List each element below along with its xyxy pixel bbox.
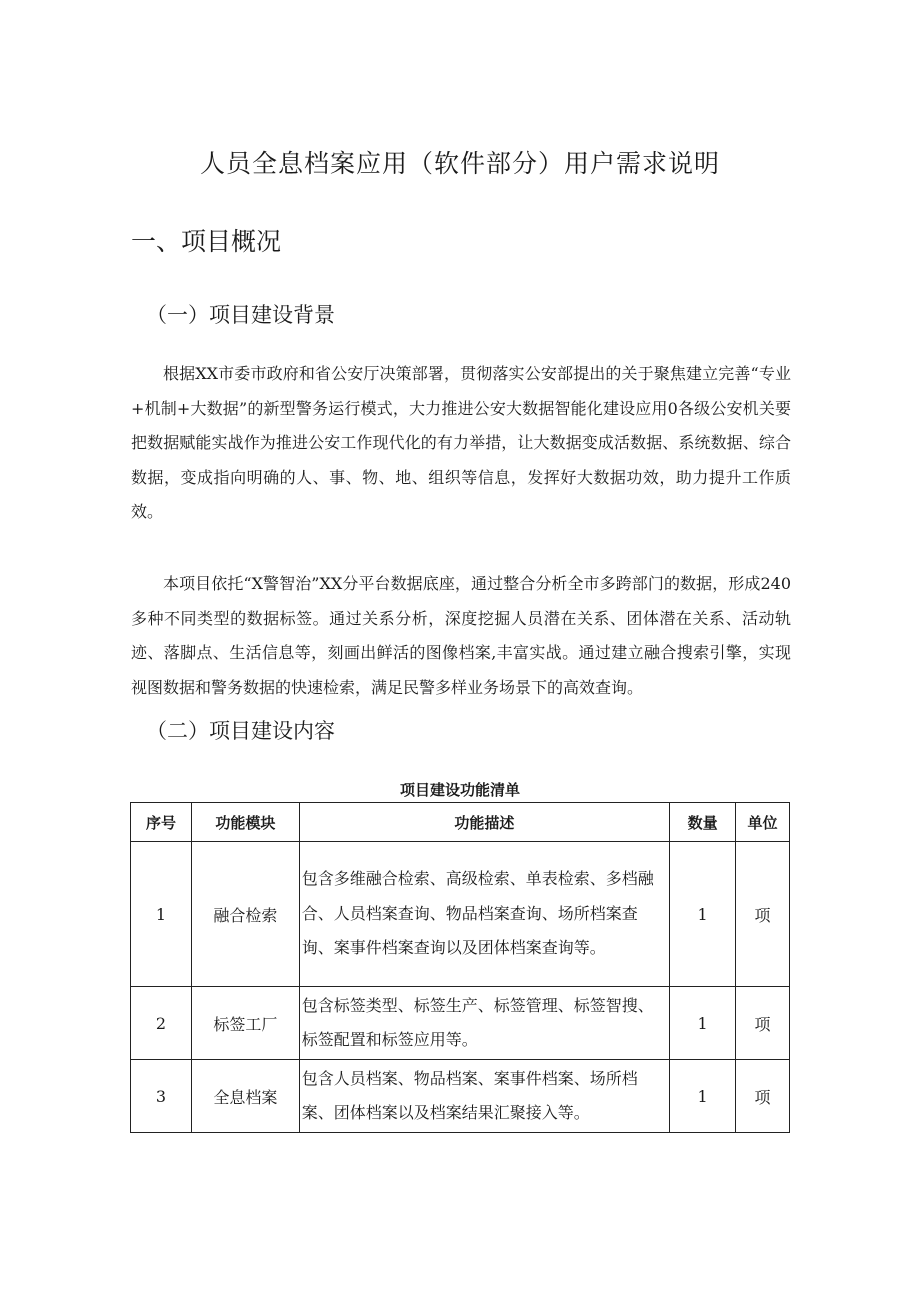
subsection-heading-background: （一）项目建设背景 [146,303,335,327]
cell-no: 1 [131,842,192,987]
cell-module: 融合检索 [191,842,299,987]
background-paragraph-1: 根据XX市委市政府和省公安厅决策部署，贯彻落实公安部提出的关于聚焦建立完善“专业+机制+大数据”的新型警务运行模式，大力推进公安大数据智能化建设应用0各级公安机关要把数据赋能实战作为推进公安工作现代化的有力举措，让大数据变成活数据、系统数据、综合数据，变成指向明确的人、事、物、地、组织等信息，发挥好大数据功效，助力提升工作质效。 [131,364,791,521]
header-no: 序号 [131,803,192,842]
header-unit: 单位 [736,803,790,842]
table-row [131,842,790,987]
table-caption: 项目建设功能清单 [399,781,520,799]
table-row [131,987,790,1060]
background-paragraph-2: 本项目依托“X警智治”XX分平台数据底座，通过整合分析全市多跨部门的数据，形成240多种不同类型的数据标签。通过关系分析，深度挖掘人员潜在关系、团体潜在关系、活动轨迹、落脚点、生活信息等，刻画出鲜活的图像档案,丰富实战。通过建立融合搜索引擎，实现视图数据和警务数据的快速检索，满足民警多样业务场景下的高效查询。 [131,574,791,697]
cell-no: 2 [131,987,192,1060]
cell-description: 包含标签类型、标签生产、标签管理、标签智搜、标签配置和标签应用等。 [299,987,669,1060]
cell-qty: 1 [670,987,736,1060]
header-qty: 数量 [670,803,736,842]
cell-unit: 项 [736,987,790,1060]
cell-qty: 1 [670,1060,736,1133]
function-list-table [130,802,790,1133]
cell-qty: 1 [670,842,736,987]
header-description: 功能描述 [299,803,669,842]
table-header-row [131,803,790,842]
cell-module: 标签工厂 [191,987,299,1060]
table-row [131,1060,790,1133]
subsection-heading-content: （二）项目建设内容 [146,719,335,743]
cell-description: 包含多维融合检索、高级检索、单表检索、多档融合、人员档案查询、物品档案查询、场所档案查询、案事件档案查询以及团体档案查询等。 [299,842,669,987]
section-heading-overview: 一、项目概况 [131,227,282,256]
cell-module: 全息档案 [191,1060,299,1133]
cell-unit: 项 [736,842,790,987]
cell-no: 3 [131,1060,192,1133]
cell-description: 包含人员档案、物品档案、案事件档案、场所档案、团体档案以及档案结果汇聚接入等。 [299,1060,669,1133]
document-title: 人员全息档案应用（软件部分）用户需求说明 [199,149,720,178]
header-module: 功能模块 [191,803,299,842]
cell-unit: 项 [736,1060,790,1133]
